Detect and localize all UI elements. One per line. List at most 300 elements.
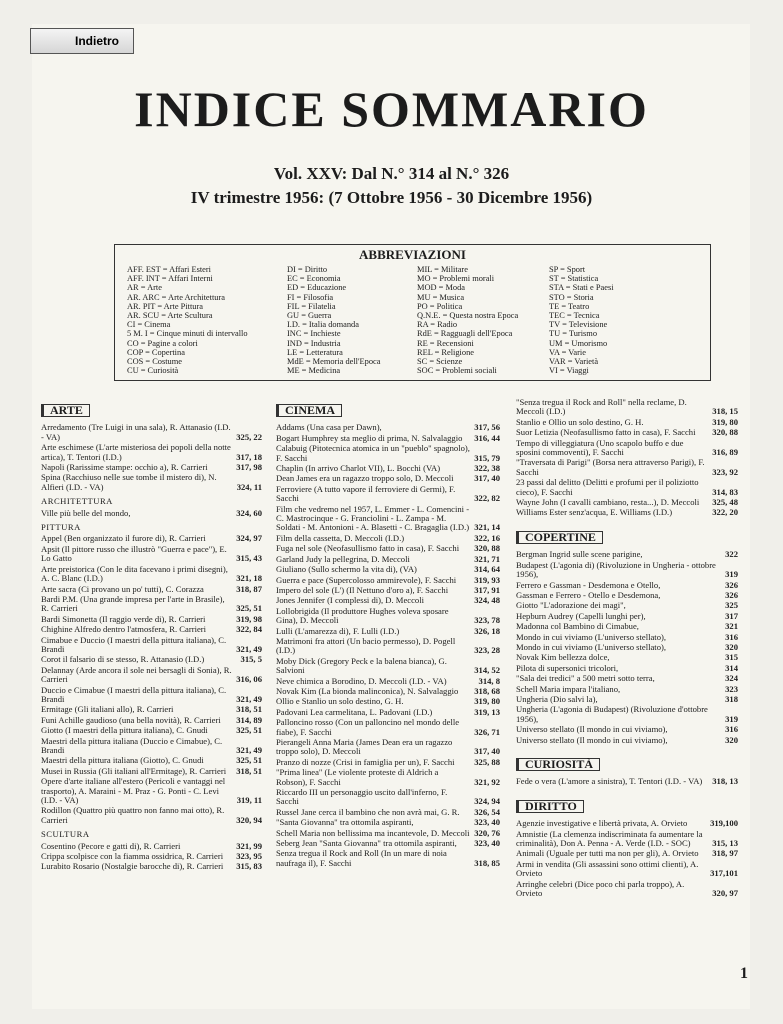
entry-issue-page: 321, 92 bbox=[474, 776, 500, 787]
index-entry[interactable] bbox=[41, 625, 262, 634]
index-entry[interactable] bbox=[276, 565, 500, 574]
abbreviation-item: MU = Musica bbox=[417, 292, 465, 302]
entry-title: Bardi Simonetta (Il raggio verde di), R. Carrieri bbox=[41, 613, 206, 624]
abbreviation-item: IND = Industria bbox=[287, 338, 341, 348]
abbreviations-column-3 bbox=[417, 265, 518, 375]
abbreviation-item: TE = Teatro bbox=[549, 301, 590, 311]
arte-entries bbox=[41, 423, 262, 492]
entry-title: "Senza tregua il Rock and Roll" nella reclame, D. Meccoli (I.D.) bbox=[516, 397, 687, 417]
entry-title: Garland Judy la pellegrina, D. Meccoli bbox=[276, 553, 410, 564]
index-entry[interactable] bbox=[41, 716, 262, 725]
pittura-entries bbox=[41, 534, 262, 825]
index-entry[interactable] bbox=[276, 788, 500, 807]
abbreviations-column-4 bbox=[549, 265, 614, 375]
entry-issue-page: 320, 76 bbox=[474, 827, 500, 838]
index-entry[interactable] bbox=[276, 687, 500, 696]
index-entry[interactable] bbox=[41, 655, 262, 664]
entry-issue-page: 323, 40 bbox=[474, 838, 500, 849]
index-entry[interactable] bbox=[276, 586, 500, 595]
index-entry[interactable] bbox=[516, 418, 738, 427]
index-entry[interactable] bbox=[516, 612, 738, 621]
abbreviation-item: CI = Cinema bbox=[127, 320, 171, 330]
index-entry[interactable] bbox=[516, 653, 738, 662]
entry-title: Ferrero e Gassman - Desdemona e Otello, bbox=[516, 579, 661, 590]
index-entry[interactable] bbox=[516, 860, 738, 879]
entry-title: Gassman e Ferrero - Otello e Desdemona, bbox=[516, 589, 661, 600]
entry-issue-page: 319, 98 bbox=[236, 613, 262, 624]
entry-issue-page: 320, 94 bbox=[236, 814, 262, 825]
index-entry[interactable] bbox=[276, 818, 500, 827]
index-entry[interactable] bbox=[41, 615, 262, 624]
entry-title: Giotto (I maestri della pittura italiana), C. Gnudi bbox=[41, 725, 208, 736]
entry-title: Bardi P.M. (Una grande impresa per l'arte in Brasile), R. Carrieri bbox=[41, 593, 225, 614]
index-entry[interactable] bbox=[516, 581, 738, 590]
entry-title: Lurabito Rosario (Nostalgie barocche di), R. Carrieri bbox=[41, 861, 224, 872]
index-entry[interactable] bbox=[276, 434, 500, 443]
entry-title: Crippa scolpisce con la fiamma ossidrica, R. Carrieri bbox=[41, 851, 224, 862]
entry-issue-page: 318, 68 bbox=[474, 685, 500, 696]
entry-title: Duccio e Cimabue (I maestri della pittura italiana), C. Brandi bbox=[41, 684, 227, 704]
index-entry[interactable] bbox=[41, 595, 262, 614]
entry-issue-page: 315, 13 bbox=[712, 838, 738, 849]
entry-issue-page: 318 bbox=[725, 693, 738, 704]
entry-issue-page: 320 bbox=[725, 641, 738, 652]
entry-title: Ermitage (Gli italiani allo), R. Carrieri bbox=[41, 704, 174, 715]
entry-issue-page: 323, 40 bbox=[474, 817, 500, 828]
abbreviation-item: MdE = Memoria dell'Epoca bbox=[287, 357, 381, 367]
entry-title: Matrimoni fra attori (Un bacio permesso), D. Pogell (I.D.) bbox=[276, 635, 456, 656]
entry-title: Corot il falsario di se stesso, R. Attanasio (I.D.) bbox=[41, 654, 205, 665]
entry-title: Impero del sole (L') (Il Nettuno d'oro a), F. Sacchi bbox=[276, 584, 449, 595]
index-entry[interactable] bbox=[276, 808, 500, 817]
entry-title: Cimabue e Duccio (I maestri della pittura italiana), C. Brandi bbox=[41, 634, 227, 654]
subsection-pittura: PITTURA bbox=[41, 522, 81, 533]
entry-title: Schell Maria non bellissima ma incantevole, D. Meccoli bbox=[276, 827, 470, 838]
entry-issue-page: 314, 8 bbox=[478, 675, 500, 686]
entry-title: Film della cassetta, D. Meccoli (I.D.) bbox=[276, 532, 405, 543]
page-title: INDICE SOMMARIO bbox=[134, 81, 649, 137]
abbreviation-item: FIL = Filatelia bbox=[287, 301, 336, 311]
entry-title: Spina (Racchiuso nelle sue tombe il mistero di), N. Alfieri (I.D. - VA) bbox=[41, 472, 217, 492]
abbreviation-item: AR. ARC = Arte Architettura bbox=[127, 292, 225, 302]
abbreviation-item: TU = Turismo bbox=[549, 329, 598, 339]
entry-issue-page: 316, 44 bbox=[474, 432, 500, 443]
index-entry[interactable] bbox=[276, 505, 500, 533]
index-entry[interactable] bbox=[41, 806, 262, 825]
entry-issue-page: 317, 40 bbox=[474, 746, 500, 757]
entry-title: Armi in vendita (Gli assassini sono ottimi clienti), A. Orvieto bbox=[516, 858, 699, 879]
index-entry[interactable] bbox=[41, 852, 262, 861]
entry-title: "Prima linea" (Le violente proteste di Aldrich a Robson), F. Sacchi bbox=[276, 767, 439, 787]
index-entry[interactable] bbox=[41, 636, 262, 655]
entry-title: Tempo di villeggiatura (Uno scapolo buffo e due sposini commoventi), F. Sacchi bbox=[516, 437, 684, 458]
entry-issue-page: 324, 48 bbox=[474, 595, 500, 606]
cinema-entries bbox=[276, 423, 500, 868]
entry-title: Amnistie (La clemenza indiscriminata fa aumentare la criminalità), Don A. Penna - A. Verde (I.D. - SOC) bbox=[516, 828, 703, 849]
subsection-scultura: SCULTURA bbox=[41, 829, 90, 840]
entry-title: Ungheria (L'agonia di Budapest) (Rivoluzione d'ottobre 1956), bbox=[516, 704, 708, 724]
entry-title: Budapest (L'agonia di) (Rivoluzione in Ungheria - ottobre 1956), bbox=[516, 559, 716, 580]
abbreviation-item: CU = Curiosità bbox=[127, 366, 179, 376]
entry-issue-page: 319, 13 bbox=[474, 706, 500, 717]
entry-issue-page: 314, 64 bbox=[474, 564, 500, 575]
index-entry[interactable] bbox=[41, 666, 262, 685]
index-entry[interactable] bbox=[41, 767, 262, 776]
entry-title: Maestri della pittura italiana (Giotto), C. Gnudi bbox=[41, 755, 204, 766]
index-entry[interactable] bbox=[276, 596, 500, 605]
abbreviation-item: VA = Varie bbox=[549, 347, 586, 357]
index-entry[interactable] bbox=[516, 478, 738, 497]
abbreviation-item: EC = Economia bbox=[287, 274, 341, 284]
entry-title: Chighine Alfredo dentro l'atmosfera, R. Carrieri bbox=[41, 624, 207, 635]
abbreviation-item: CO = Pagine a colori bbox=[127, 338, 198, 348]
abbreviation-item: INC = Inchieste bbox=[287, 329, 341, 339]
index-entry[interactable] bbox=[276, 677, 500, 686]
entry-issue-page: 318, 97 bbox=[712, 848, 738, 859]
copertine-entries bbox=[516, 550, 738, 745]
page-number: 1 bbox=[740, 965, 748, 982]
index-entry[interactable] bbox=[41, 585, 262, 594]
entry-issue-page: 316, 06 bbox=[236, 674, 262, 685]
index-entry[interactable] bbox=[516, 777, 738, 786]
scultura-entries bbox=[41, 842, 262, 872]
index-entry[interactable] bbox=[276, 444, 500, 463]
entry-title: Lollobrigida (Il produttore Hughes voleva sposare Gina), D. Meccoli bbox=[276, 605, 449, 626]
abbreviation-item: VAR = Varietà bbox=[549, 357, 599, 367]
index-entry[interactable] bbox=[516, 736, 738, 745]
entry-issue-page: 321 bbox=[725, 621, 738, 632]
entry-issue-page: 321, 71 bbox=[474, 553, 500, 564]
entry-title: Riccardo III un personaggio uscito dall'inferno, F. Sacchi bbox=[276, 787, 448, 807]
entry-title: Pilota di supersonici tricolori, bbox=[516, 662, 619, 673]
entry-issue-page: 317, 40 bbox=[474, 473, 500, 484]
index-entry[interactable] bbox=[516, 664, 738, 673]
section-heading-diritto: DIRITTO bbox=[516, 800, 584, 813]
index-entry[interactable] bbox=[516, 725, 738, 734]
entry-issue-page: 323, 95 bbox=[236, 851, 262, 862]
diritto-entries bbox=[516, 819, 738, 898]
entry-title: Senza tregua il Rock and Roll (In un mare di noia naufraga il), F. Sacchi bbox=[276, 848, 447, 868]
entry-issue-page: 318, 51 bbox=[236, 765, 262, 776]
entry-title: Fede o vera (L'amore a sinistra), T. Tentori (I.D. - VA) bbox=[516, 776, 703, 787]
index-entry[interactable] bbox=[41, 726, 262, 735]
entry-issue-page: 317, 91 bbox=[474, 584, 500, 595]
abbreviation-item: ED = Educazione bbox=[287, 283, 347, 293]
entry-title: Arringhe celebri (Dice poco chi parla troppo), A. Orvieto bbox=[516, 878, 685, 899]
index-entry[interactable] bbox=[516, 633, 738, 642]
index-entry[interactable] bbox=[276, 485, 500, 504]
entry-title: Palloncino rosso (Con un palloncino nel mondo delle fiabe), F. Sacchi bbox=[276, 717, 460, 737]
entry-issue-page: 324, 60 bbox=[236, 507, 262, 518]
abbreviation-item: STO = Storia bbox=[549, 292, 594, 302]
index-entry[interactable] bbox=[276, 718, 500, 737]
abbreviation-item: ST = Statistica bbox=[549, 274, 599, 284]
entry-issue-page: 323, 92 bbox=[712, 466, 738, 477]
index-entry[interactable] bbox=[41, 737, 262, 756]
entry-issue-page: 325 bbox=[725, 600, 738, 611]
index-entry[interactable] bbox=[516, 849, 738, 858]
entry-title: Moby Dick (Gregory Peck e la balena bianca), G. Salvioni bbox=[276, 655, 447, 676]
section-heading-copertine: COPERTINE bbox=[516, 531, 603, 544]
entry-issue-page: 316 bbox=[725, 631, 738, 642]
index-entry[interactable] bbox=[516, 508, 738, 517]
entry-title: Russel Jane cerca il bambino che non avrà mai, G. R. bbox=[276, 806, 460, 817]
abbreviation-item: AR = Arte bbox=[127, 283, 162, 293]
index-entry[interactable] bbox=[516, 591, 738, 600]
index-entry[interactable] bbox=[276, 657, 500, 676]
entry-issue-page: 314, 89 bbox=[236, 714, 262, 725]
abbreviations-title: ABBREVIAZIONI bbox=[359, 247, 466, 262]
entry-title: Delannay (Arde ancora il sole nei bersagli di Sonia), R. Carrieri bbox=[41, 664, 232, 685]
entry-issue-page: 318, 13 bbox=[712, 776, 738, 787]
abbreviation-item: MOD = Moda bbox=[417, 283, 465, 293]
entry-title: Mondo in cui viviamo (L'universo stellato), bbox=[516, 631, 667, 642]
index-entry[interactable] bbox=[516, 830, 738, 849]
entry-title: Bergman Ingrid sulle scene parigine, bbox=[516, 549, 643, 560]
abbreviation-item: REL = Religione bbox=[417, 347, 474, 357]
entry-title: Funi Achille gaudioso (una bella novità), R. Carrieri bbox=[41, 714, 221, 725]
abbreviation-item: LE = Letteratura bbox=[287, 347, 343, 357]
entry-title: Napoli (Rarissime stampe: occhio a), R. Carrieri bbox=[41, 462, 208, 473]
entry-title: Lulli (L'amarezza di), F. Lulli (I.D.) bbox=[276, 625, 400, 636]
abbreviation-item: I.D. = Italia domanda bbox=[287, 320, 359, 330]
entry-issue-page: 317 bbox=[725, 610, 738, 621]
index-entry[interactable] bbox=[276, 839, 500, 848]
entry-title: Arte sacra (Ci provano un po' tutti), C. Corazza bbox=[41, 583, 204, 594]
index-entry[interactable] bbox=[276, 738, 500, 757]
entry-title: Musei in Russia (Gli italiani all'Ermitage), R. Carrieri bbox=[41, 765, 227, 776]
entry-title: Guerra e pace (Supercolosso ammirevole), F. Sacchi bbox=[276, 574, 457, 585]
entry-issue-page: 315, 79 bbox=[474, 452, 500, 463]
entry-title: Appel (Ben organizzato il furore di), R. Carrieri bbox=[41, 533, 206, 544]
index-entry[interactable] bbox=[41, 423, 262, 442]
section-heading-curiosita: CURIOSITÀ bbox=[516, 758, 600, 771]
abbreviation-item: SC = Scienze bbox=[417, 357, 463, 367]
abbreviation-item: DI = Diritto bbox=[287, 265, 328, 274]
abbreviation-item: SOC = Problemi sociali bbox=[417, 366, 497, 376]
entry-title: Apsit (Il pittore russo che illustrò "Guerra e pace"), E. Lo Gatto bbox=[41, 543, 227, 564]
index-entry[interactable] bbox=[516, 695, 738, 704]
index-entry[interactable] bbox=[41, 545, 262, 564]
index-entry[interactable] bbox=[516, 880, 738, 899]
entry-issue-page: 321, 49 bbox=[236, 693, 262, 704]
index-entry[interactable] bbox=[276, 423, 500, 432]
index-entry[interactable] bbox=[41, 509, 262, 518]
entry-title: Film che vedremo nel 1957, L. Emmer - L. Comencini - C. Mastrocinque - G. Franciolini - L. Zampa - M. Soldati - M. Antonioni - A. Blasetti - C. Bragaglia (I.D.) bbox=[276, 503, 470, 533]
index-entry[interactable] bbox=[276, 708, 500, 717]
entry-issue-page: 325, 51 bbox=[236, 755, 262, 766]
abbreviation-item: ME = Medicina bbox=[287, 366, 341, 376]
entry-issue-page: 325, 51 bbox=[236, 725, 262, 736]
back-button[interactable]: Indietro bbox=[30, 28, 134, 54]
entry-issue-page: 317, 18 bbox=[236, 451, 262, 462]
entry-title: "Santa Giovanna" tra ottomila aspiranti, bbox=[276, 817, 414, 828]
entry-title: Dean James era un ragazzo troppo solo, D. Meccoli bbox=[276, 473, 454, 484]
entry-issue-page: 325, 88 bbox=[474, 756, 500, 767]
entry-title: Universo stellato (Il mondo in cui viviamo), bbox=[516, 734, 668, 745]
index-entry[interactable] bbox=[516, 622, 738, 631]
index-entry[interactable] bbox=[516, 643, 738, 652]
entry-title: Bogart Humphrey sta meglio di prima, N. Salvalaggio bbox=[276, 432, 463, 443]
entry-title: Ville più belle del mondo, bbox=[41, 507, 131, 518]
entry-issue-page: 322 bbox=[725, 549, 738, 560]
entry-issue-page: 317,101 bbox=[710, 868, 738, 879]
entry-title: Seberg Jean "Santa Giovanna" tra ottomila aspiranti, bbox=[276, 838, 457, 849]
entry-issue-page: 315, 5 bbox=[240, 654, 262, 665]
index-entry[interactable] bbox=[516, 819, 738, 828]
entry-title: Arte eschimese (L'arte misteriosa dei popoli della notte artica), T. Tentori (I.D.) bbox=[41, 442, 231, 462]
index-entry[interactable] bbox=[41, 443, 262, 462]
entry-issue-page: 314, 52 bbox=[474, 665, 500, 676]
index-entry[interactable] bbox=[276, 607, 500, 626]
abbreviation-item: RA = Radio bbox=[417, 320, 458, 330]
entry-issue-page: 319,100 bbox=[710, 818, 738, 829]
entry-title: Maestri della pittura italiana (Duccio e Cimabue), C. Brandi bbox=[41, 735, 223, 755]
abbreviation-item: Q.N.E. = Questa nostra Epoca bbox=[417, 311, 519, 321]
index-entry[interactable] bbox=[516, 601, 738, 610]
section-heading-cinema: CINEMA bbox=[276, 404, 342, 417]
entry-issue-page: 320, 88 bbox=[474, 543, 500, 554]
index-entry[interactable] bbox=[516, 705, 738, 724]
entry-title: Opere d'arte italiane all'estero (Pericoli e vantaggi nel trasporto), A. Maraini - M. Praz - G. Ponti - C. Levi (I.D. - VA) bbox=[41, 776, 226, 806]
index-entry[interactable] bbox=[41, 705, 262, 714]
abbreviations-column-1 bbox=[127, 265, 248, 375]
volume-line: Vol. XXV: Dal N.° 314 al N.° 326 bbox=[273, 164, 510, 183]
abbreviation-item: AR. PIT = Arte Pittura bbox=[127, 301, 203, 311]
entry-issue-page: 321, 49 bbox=[236, 745, 262, 755]
entry-issue-page: 316, 89 bbox=[712, 447, 738, 458]
index-entry[interactable] bbox=[276, 627, 500, 636]
entry-issue-page: 324, 11 bbox=[236, 481, 262, 492]
entry-title: Fuga nel sole (Neofasullismo fatto in casa), F. Sacchi bbox=[276, 543, 460, 554]
entry-issue-page: 325, 51 bbox=[236, 603, 262, 614]
period-line: IV trimestre 1956: (7 Ottobre 1956 - 30 Dicembre 1956) bbox=[190, 188, 593, 207]
entry-title: Mondo in cui viviamo (L'universo stellato), bbox=[516, 641, 667, 652]
abbreviation-item: TEC = Tecnica bbox=[549, 311, 600, 321]
entry-title: Neve chimica a Borodino, D. Meccoli (I.D. - VA) bbox=[276, 675, 447, 686]
entry-issue-page: 322, 84 bbox=[236, 624, 262, 635]
entry-issue-page: 321, 99 bbox=[236, 840, 262, 851]
abbreviation-item: 5 M. I = Cinque minuti di intervallo bbox=[127, 329, 248, 339]
index-entry[interactable] bbox=[41, 862, 262, 871]
cinema-continued-entries bbox=[516, 398, 738, 518]
index-entry[interactable] bbox=[276, 474, 500, 483]
index-entry[interactable] bbox=[276, 849, 500, 868]
abbreviation-item: VI = Viaggi bbox=[549, 366, 589, 376]
entry-issue-page: 319, 11 bbox=[236, 795, 262, 806]
entry-issue-page: 321, 49 bbox=[236, 643, 262, 654]
entry-issue-page: 321, 18 bbox=[236, 573, 262, 584]
entry-issue-page: 323 bbox=[725, 683, 738, 694]
entry-issue-page: 319 bbox=[725, 713, 738, 724]
index-entry[interactable] bbox=[516, 561, 738, 580]
index-entry[interactable] bbox=[41, 777, 262, 805]
entry-title: Pierangeli Anna Maria (James Dean era un ragazzo troppo solo), D. Meccoli bbox=[276, 737, 453, 757]
index-entry[interactable] bbox=[276, 697, 500, 706]
entry-title: Pranzo di nozze (Crisi in famiglia per un), F. Sacchi bbox=[276, 756, 455, 767]
index-entry[interactable] bbox=[276, 555, 500, 564]
abbreviation-item: STA = Stati e Paesi bbox=[549, 283, 614, 293]
entry-issue-page: 322, 82 bbox=[474, 493, 500, 504]
entry-issue-page: 320, 97 bbox=[712, 888, 738, 899]
entry-issue-page: 325, 22 bbox=[236, 431, 262, 442]
entry-title: Giotto "L'adorazione dei magi", bbox=[516, 600, 626, 611]
abbreviation-item: RE = Recensioni bbox=[417, 338, 474, 348]
abbreviation-item: COP = Copertina bbox=[127, 347, 185, 357]
entry-issue-page: 326, 54 bbox=[474, 806, 500, 817]
index-entry[interactable] bbox=[276, 464, 500, 473]
entry-issue-page: 326, 71 bbox=[474, 726, 500, 737]
entry-issue-page: 326 bbox=[725, 589, 738, 600]
abbreviations-box bbox=[114, 244, 711, 381]
entry-title: Wayne John (I cavalli cambiano, resta...), D. Meccoli bbox=[516, 497, 700, 508]
index-entry[interactable] bbox=[276, 576, 500, 585]
index-entry[interactable] bbox=[276, 544, 500, 553]
index-entry[interactable] bbox=[516, 674, 738, 683]
entry-issue-page: 318, 51 bbox=[236, 704, 262, 715]
index-entry[interactable] bbox=[276, 829, 500, 838]
index-entry[interactable] bbox=[41, 842, 262, 851]
entry-title: "Sala dei tredici" a 500 metri sotto terra, bbox=[516, 673, 655, 684]
index-entry[interactable] bbox=[516, 498, 738, 507]
index-entry[interactable] bbox=[516, 439, 738, 458]
abbreviation-item: MIL = Militare bbox=[417, 265, 468, 274]
index-entry[interactable] bbox=[276, 637, 500, 656]
index-entry[interactable] bbox=[516, 458, 738, 477]
abbreviation-item: UM = Umorismo bbox=[549, 338, 608, 348]
entry-title: Arte preistorica (Con le dita facevano i primi disegni), A. C. Blanc (I.D.) bbox=[41, 563, 228, 584]
entry-issue-page: 325, 48 bbox=[712, 497, 738, 508]
entry-title: Ollio e Stanlio un solo destino, G. H. bbox=[276, 696, 404, 707]
index-entry[interactable] bbox=[41, 534, 262, 543]
entry-issue-page: 324 bbox=[725, 673, 738, 684]
entry-title: Giuliano (Sullo schermo la vita di), (VA) bbox=[276, 564, 417, 575]
entry-title: Cosentino (Pecore e gatti di), R. Carrieri bbox=[41, 840, 181, 851]
index-entry[interactable] bbox=[516, 398, 738, 417]
entry-title: Ferroviere (A tutto vapore il ferroviere di Germi), F. Sacchi bbox=[276, 483, 456, 504]
abbreviation-item: GU = Guerra bbox=[287, 311, 332, 321]
abbreviation-item: SP = Sport bbox=[549, 265, 586, 274]
entry-issue-page: 322, 16 bbox=[474, 532, 500, 543]
index-entry[interactable] bbox=[276, 768, 500, 787]
entry-title: Padovani Lea carmelitana, L. Padovani (I.D.) bbox=[276, 706, 433, 717]
index-entry[interactable] bbox=[276, 534, 500, 543]
abbreviation-item: RdE = Ragguagli dell'Epoca bbox=[417, 329, 513, 339]
index-entry[interactable] bbox=[41, 686, 262, 705]
entry-issue-page: 318, 85 bbox=[474, 857, 500, 868]
abbreviation-item: AFF. EST = Affari Esteri bbox=[127, 265, 212, 274]
entry-title: Rodillon (Quattro più quattro non fanno mai otto), R. Carrieri bbox=[41, 805, 225, 825]
entry-title: Novak Kim (La bionda malinconica), N. Salvalaggio bbox=[276, 685, 459, 696]
index-entry[interactable] bbox=[516, 685, 738, 694]
index-entry[interactable] bbox=[516, 550, 738, 559]
index-entry[interactable] bbox=[276, 758, 500, 767]
entry-issue-page: 320, 88 bbox=[712, 427, 738, 438]
entry-issue-page: 326 bbox=[725, 579, 738, 590]
abbreviation-item: TV = Televisione bbox=[549, 320, 608, 330]
index-entry[interactable] bbox=[41, 565, 262, 584]
entry-issue-page: 319, 93 bbox=[474, 574, 500, 585]
index-entry[interactable] bbox=[41, 463, 262, 472]
entry-title: Universo stellato (Il mondo in cui viviamo), bbox=[516, 724, 668, 735]
entry-title: Ungheria (Dio salvi la), bbox=[516, 693, 598, 704]
index-entry[interactable] bbox=[516, 428, 738, 437]
index-entry[interactable] bbox=[41, 756, 262, 765]
entry-issue-page: 314 bbox=[725, 662, 738, 673]
abbreviation-item: PO = Politica bbox=[417, 301, 463, 311]
index-entry[interactable] bbox=[41, 473, 262, 492]
entry-issue-page: 319 bbox=[725, 569, 738, 580]
